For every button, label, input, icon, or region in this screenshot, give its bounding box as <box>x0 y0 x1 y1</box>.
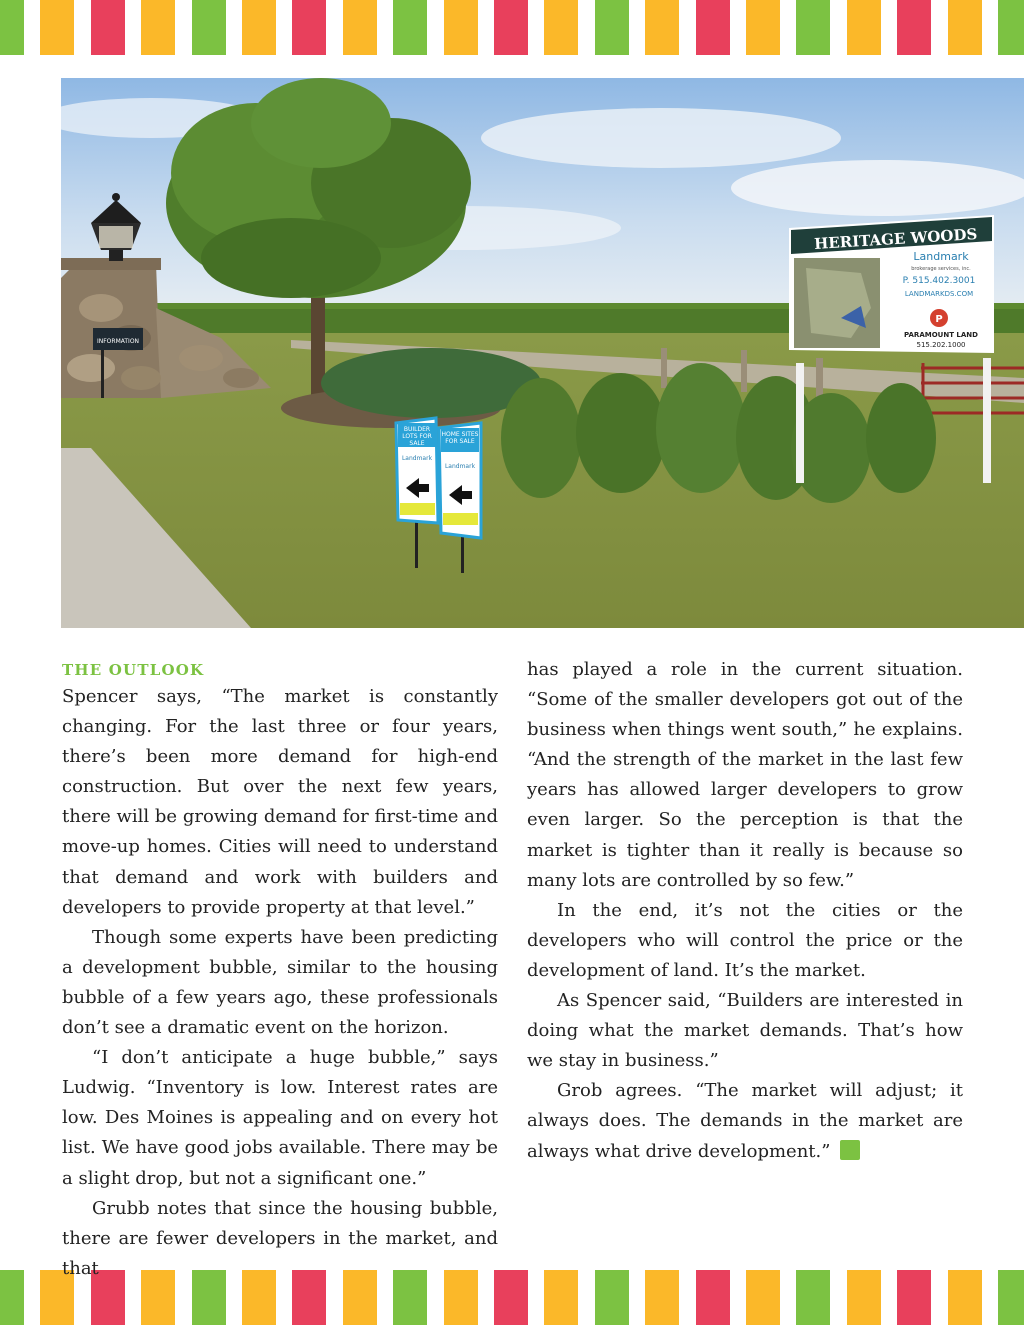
end-mark-badge: B <box>840 1140 860 1160</box>
article-column-right <box>527 655 963 1167</box>
section-heading: THE OUTLOOK <box>62 661 205 679</box>
article-photo <box>61 78 1024 628</box>
decorative-stripe <box>696 1270 730 1325</box>
decorative-stripe <box>746 1270 780 1325</box>
paragraph: has played a role in the current situation. “Some of the smaller developers got out of the business when things went south,” he explains. “And the strength of the market in the last few years has allowed larger developers to grow even larger. So the perception is that the market is tighter than it really is because so many lots are controlled by so few.” <box>527 659 963 891</box>
decorative-stripe <box>444 0 478 55</box>
svg-text:Landmark: Landmark <box>401 455 433 462</box>
decorative-stripe <box>292 0 326 55</box>
svg-text:LANDMARKDS.COM: LANDMARKDS.COM <box>904 290 974 298</box>
decorative-stripe <box>897 1270 931 1325</box>
decorative-stripe <box>343 0 377 55</box>
paragraph: Grubb notes that since the housing bubble, there are fewer developers in the market, and that <box>62 1197 498 1279</box>
decorative-stripe <box>494 0 528 55</box>
decorative-stripe <box>847 1270 881 1325</box>
svg-text:INFORMATION: INFORMATION <box>96 338 140 345</box>
svg-text:Landmark: Landmark <box>444 463 476 470</box>
article-column-left <box>62 658 498 1284</box>
decorative-stripe <box>696 0 730 55</box>
heritage-woods-entrance-photo <box>61 78 1024 628</box>
paragraph: In the end, it’s not the cities or the developers who will control the price or the development of land. It’s the market. <box>527 899 963 981</box>
decorative-stripe <box>393 0 427 55</box>
paragraph: “I don’t anticipate a huge bubble,” says Ludwig. “Inventory is low. Interest rates are low. Des Moines is appealing and on every hot list. We have good jobs available. There may be a slight drop, but not a significant one.” <box>62 1047 498 1189</box>
decorative-stripe <box>595 0 629 55</box>
decorative-stripe <box>948 0 982 55</box>
svg-text:P. 515.402.3001: P. 515.402.3001 <box>902 276 976 286</box>
paragraph: Spencer says, “The market is constantly changing. For the last three or four years, there’s been more demand for high-end construction. But over the next few years, there will be growing demand for first-time and move-up homes. Cities will need to understand that demand and work with builders and developers to provide property at that level.” <box>62 686 498 918</box>
decorative-stripe <box>0 0 24 55</box>
decorative-stripe <box>645 0 679 55</box>
top-stripe-border <box>0 0 1024 55</box>
svg-text:515.202.1000: 515.202.1000 <box>916 341 966 349</box>
decorative-stripe <box>0 1270 24 1325</box>
decorative-stripe <box>192 0 226 55</box>
paragraph-final <box>527 1076 963 1166</box>
decorative-stripe <box>948 1270 982 1325</box>
decorative-stripe <box>998 1270 1024 1325</box>
decorative-stripe <box>595 1270 629 1325</box>
decorative-stripe <box>796 1270 830 1325</box>
svg-text:PARAMOUNT LAND: PARAMOUNT LAND <box>904 331 978 339</box>
decorative-stripe <box>998 0 1024 55</box>
decorative-stripe <box>897 0 931 55</box>
decorative-stripe <box>645 1270 679 1325</box>
decorative-stripe <box>242 0 276 55</box>
decorative-stripe <box>40 0 74 55</box>
decorative-stripe <box>91 0 125 55</box>
svg-text:P: P <box>935 314 943 325</box>
paragraph: As Spencer said, “Builders are interested in doing what the market demands. That’s how we stay in business.” <box>527 990 963 1072</box>
sign-title: HERITAGE WOODS <box>813 225 978 253</box>
decorative-stripe <box>746 0 780 55</box>
paragraph-text: Grob agrees. “The market will adjust; it always does. The demands in the market are always what drive development.” <box>527 1080 963 1162</box>
decorative-stripe <box>544 0 578 55</box>
svg-text:brokerage services, inc.: brokerage services, inc. <box>911 266 971 272</box>
yard-sign-home-sites: HOME SITES FOR SALE Landmark <box>439 423 481 573</box>
sign-company: Landmark <box>913 250 969 263</box>
paragraph: Though some experts have been predicting a development bubble, similar to the housing bubble of a few years ago, these professionals don’t see a dramatic event on the horizon. <box>62 926 498 1039</box>
decorative-stripe <box>796 0 830 55</box>
yard-sign-builder-lots: BUILDER LOTS FOR SALE Landmark <box>396 418 438 568</box>
decorative-stripe <box>141 0 175 55</box>
decorative-stripe <box>544 1270 578 1325</box>
decorative-stripe <box>847 0 881 55</box>
decorative-stripe <box>494 1270 528 1325</box>
